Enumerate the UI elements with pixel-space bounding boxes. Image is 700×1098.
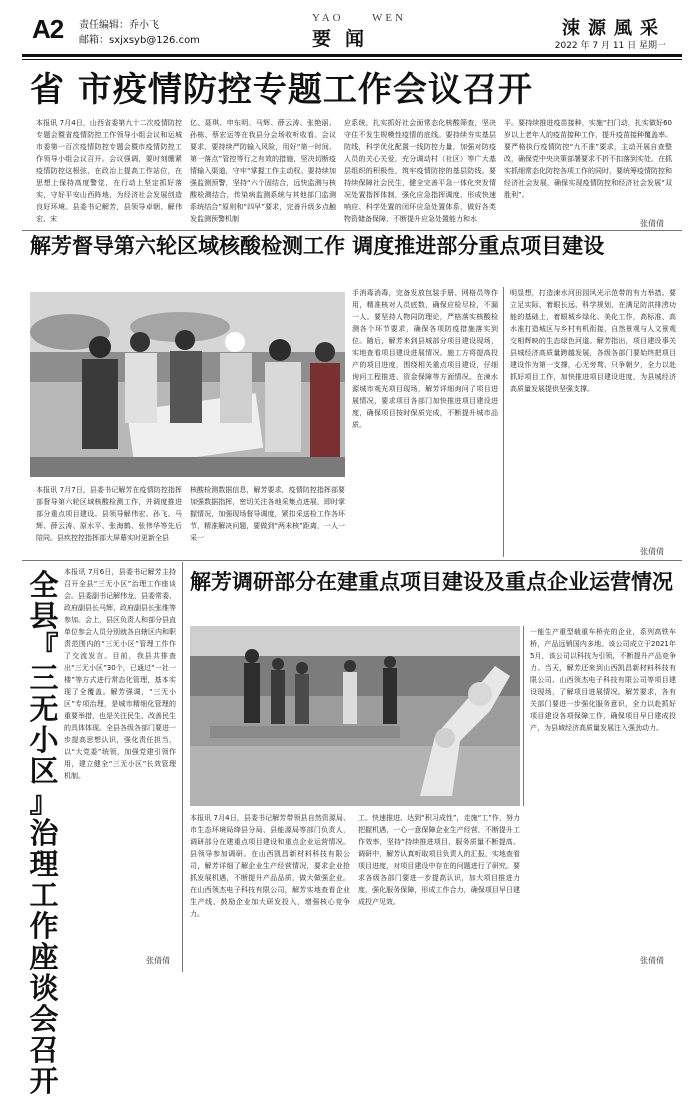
vertical-headline-char: 无 <box>29 692 59 726</box>
page-number: A2 <box>32 14 64 44</box>
article-1-column-2: 亿、聂琪、申东明、马辉、薛云涛、张艳丽、孙栋、蔡宏运等在我县分会场收听收看。会议要求，要持续严防输入风险，用好“第一时间、第一落点”管控等行之有效的措施，坚决切断疫情输入渠道，守牢“掌握工作主动权。要持续加强监测预警，坚持“六个固结合，远快监测与核酸检测结合，传染病监测系统与其他部门监测系统结合”原则和“四早”要求，完善升级多点触发监测预警机制 <box>190 119 336 223</box>
article-1-column-3: 应系统，扎实抓好社会面常态化核酸筛查，坚决守住不发生规模性疫情的底线。要持续夯实基层防线，科学优化配置一线防控力量，加强对防疫人员的关心关爱，充分调动村（社区）等广大基层组织的积极性，筑牢疫情防控的基层防线。要持续保障社会民生，健全完善平急一体化突发情况处置指挥体制，强化应急指挥调度，形成快速响应、科学处置的闭环应急处置体系，做好各类物资储备保障，不断提升应急处置能力和水 <box>344 119 496 223</box>
article-4-headline: 解芳调研部分在建重点项目建设及重点企业运营情况 <box>190 570 673 594</box>
article-2-divider <box>22 560 682 561</box>
article-4-photo-rule <box>523 626 524 806</box>
article-2-column-2: 核酸检测数据信息，解芳要求，疫情防控指挥部要加强数据指挥，密切关注各地采集点进展，即时掌握情况，加强现场督导调度，紧扣采送检工作各环节，精准解决问题，要做到“两未核”距离，一人一采一 <box>190 486 345 542</box>
issue-date: 2022 年 7 月 11 日 星期一 <box>554 41 666 51</box>
section-en-1: YAO <box>312 12 344 24</box>
vertical-headline-char: 『 <box>29 630 59 664</box>
article-2-column-rule <box>503 287 504 557</box>
article-4-author: 张倩倩 <box>640 956 664 965</box>
vertical-headline-char: 』 <box>29 785 59 819</box>
article-3-body: 本报讯 7月6日，县委书记解芳主持召开全县“三无小区”治理工作座谈会。县委副书记解伟龙，县委常委、政府副县长马辉，政府副县长张维等参加。会上，县区负责人和部分县直单位参会人员分别就各自辖区内和职责范围内的“三无小区”管理工作作了交流发言。目前，我县共排查出“三无小区”30个，已通过“一社一楼”等方式进行常态化管理，基本实现了全覆盖。解芳强调，“三无小区”专项治理，是城市精细化管理的重要举措，也是关注民生、改善民生的具体体现。全县各级各部门要进一步提高思想认识，强化责任担当，以“大党委”统领，加强党建引领作用，建立健全“三无小区”长效管理机制。 <box>64 568 176 780</box>
vertical-headline-char: 谈 <box>29 971 59 1005</box>
masthead-rule-thick <box>22 54 682 57</box>
article-3-author: 张倩倩 <box>146 956 170 965</box>
vertical-headline-char: 座 <box>29 940 59 974</box>
vertical-headline-char: 县 <box>29 599 59 633</box>
article-2-photo <box>30 292 345 477</box>
article-2-column-3: 手消毒消毒，完备发放包装手册、网格员等作用，精准核对人员底数，确保应检尽检，不漏一人。要坚持人物同防理论，严格落实核酸检测各个环节要求，确保各项防疫措施落实到位。随后，解芳来到县城部分项目建设现场，实地查看项目建设进展情况。施工方将提高投产的项目进度，围绕相关重点项目建设，仔细询问工程推进、资金保障等方面情况。在涑水源城市观光项目现场，解芳详细询问了项目进展情况，要求项目各部门加快推进项目建设进度，确保项目按时保质完成，不断提升城市品质。 <box>352 289 498 429</box>
vertical-headline-char: 三 <box>29 661 59 695</box>
vertical-headline-char: 小 <box>29 723 59 757</box>
article-2-column-4: 明显想，打造涑水河田园风光示范带的有力举措。要立足实际、着眼长远、科学规划，在满足防洪排涝功能的基础上，着眼城乡绿化、美化工作，高标准、高水准打造城区与乡村有机衔接，自然景观与人文景观交相辉映的生态绿色河道。解芳指出，项目建设事关县城经济高质量跨越发展，各级各部门要始终把项目建设作为第一支撑，心无旁骛、只争朝夕，全力以赴抓好项目工作，加快推进项目建设进度，为县城经济高质量发展提供坚强支撑。 <box>510 289 676 393</box>
article-1-headline: 省 市疫情防控专题工作会议召开 <box>30 70 533 110</box>
vertical-headline-char: 治 <box>29 816 59 850</box>
article-1-divider <box>22 230 682 231</box>
editor-info <box>79 18 200 48</box>
article-4-column-1: 本报讯 7月4日，县委书记解芳带领县自然资源局、市生态环境局绛县分局、县能源局等部门负责人，调研部分在建重点项目建设和重点企业运营情况。县领导参加调研。在山西凯昌新材料科技有限公司，解芳详细了解企业生产经营情况，要求企业抢抓发展机遇，不断提升产品品质，做大做强企业。在山西领杰电子科技有限公司，解芳实地查看企业生产线，鼓励企业加大研发投入，增强核心竞争力。 <box>190 814 350 918</box>
vertical-headline-char: 作 <box>29 909 59 943</box>
article-3-vertical-headline <box>28 568 60 1098</box>
vertical-headline-char: 区 <box>29 754 59 788</box>
masthead-rule-thin <box>22 59 682 60</box>
article-4-photo-scene <box>190 626 520 806</box>
paper-name: 涑源風采 <box>562 18 666 39</box>
article-1-column-4: 平。要持续推进疫苗接种，实施“扫门动，扎实做好60岁以上老年人的疫苗接种工作，提升疫苗接种覆盖率。要严格执行疫情防控“九不准”要求，主动开展自查整改，确保党中央决策部署要求不折不扣落到实处。在抓实抓细常态化防控各项工作的同时，要统筹疫情防控和经济社会发展，确保实现疫情防控和经济社会发展“双胜利”。 <box>504 119 672 199</box>
section-title: 要闻 <box>312 28 379 50</box>
article-2-headline: 解芳督导第六轮区域核酸检测工作 调度推进部分重点项目建设 <box>30 234 605 258</box>
email-line: 邮箱：sxjxsyb@126.com <box>79 35 200 46</box>
section-english <box>312 12 452 24</box>
article-4-column-3: 一能生产重型载重车桥壳的企业，系列高铁车桥，产品远销国内多地。该公司成立于2021年5月，该公司以科技为引领，不断提升产品竞争力。当天，解芳还来到山西凯昌新材料科技有限公司、山西领杰电子科技有限公司等项目建设现场，了解项目进展情况。解芳要求，各有关部门要进一步强化服务意识，全力以赴抓好项目建设各项保障工作，确保项目早日建成投产，为县域经济高质量发展注入强劲动力。 <box>530 628 676 732</box>
vertical-headline-char: 会 <box>29 1002 59 1036</box>
vertical-headline-char: 工 <box>29 878 59 912</box>
vertical-headline-char: 召 <box>29 1033 59 1067</box>
section-en-2: WEN <box>372 12 407 24</box>
article-4-photo <box>190 626 520 806</box>
article-4-column-2: 工。快速推进、达到“积习成性”，走施“工”作，努力把握机遇，一心一意保障企业生产经营，不断提升工作效率，坚持“持续推进项目，服务质量不断提高。调研中，解芳认真听取项目负责人的汇报，实地查看项目进度，对项目建设中存在的问题进行了研究。要求各级各部门要进一步提高认识，加大项目推进力度，强化服务保障，形成工作合力，确保项目早日建成投产见效。 <box>358 814 520 906</box>
vertical-headline-char: 全 <box>29 568 59 602</box>
article-1-author: 张倩倩 <box>640 219 664 228</box>
article-2-column-1: 本报讯 7月7日，县委书记解芳在疫情防控指挥部督导第六轮区域核酸检测工作，并调度推进部分重点项目建设。县领导解伟宏、孙飞、马辉、薛云涛、原水平、张海鹤、张伟华等先后陪同。县疾控控指挥部大屏幕实时更新全县 <box>36 486 182 542</box>
article-1-column-1: 本报讯 7月4日，山西省委第九十二次疫情防控专题会暨省疫情防控工作领导小组会议和运城市委第一百次疫情防控专题会暨市疫情防控工作领导小组会议召开。会议强调，要时刻绷紧疫情防控这根弦，在政治上提高工作站位，在思想上保持高度警觉，在行动上坚定抓好落实，守好平安山西阵地，为经济社会发展创造良好环境。县委书记解芳，县领导卓朝、解伟宏、宋 <box>36 119 182 223</box>
masthead <box>22 12 682 54</box>
editor-line: 责任编辑：乔小飞 <box>79 20 159 31</box>
article-2-author: 张倩倩 <box>640 547 664 556</box>
vertical-headline-char: 开 <box>29 1064 59 1098</box>
vertical-headline-char: 理 <box>29 847 59 881</box>
article-3-divider <box>182 562 183 972</box>
article-2-photo-scene <box>30 292 345 477</box>
